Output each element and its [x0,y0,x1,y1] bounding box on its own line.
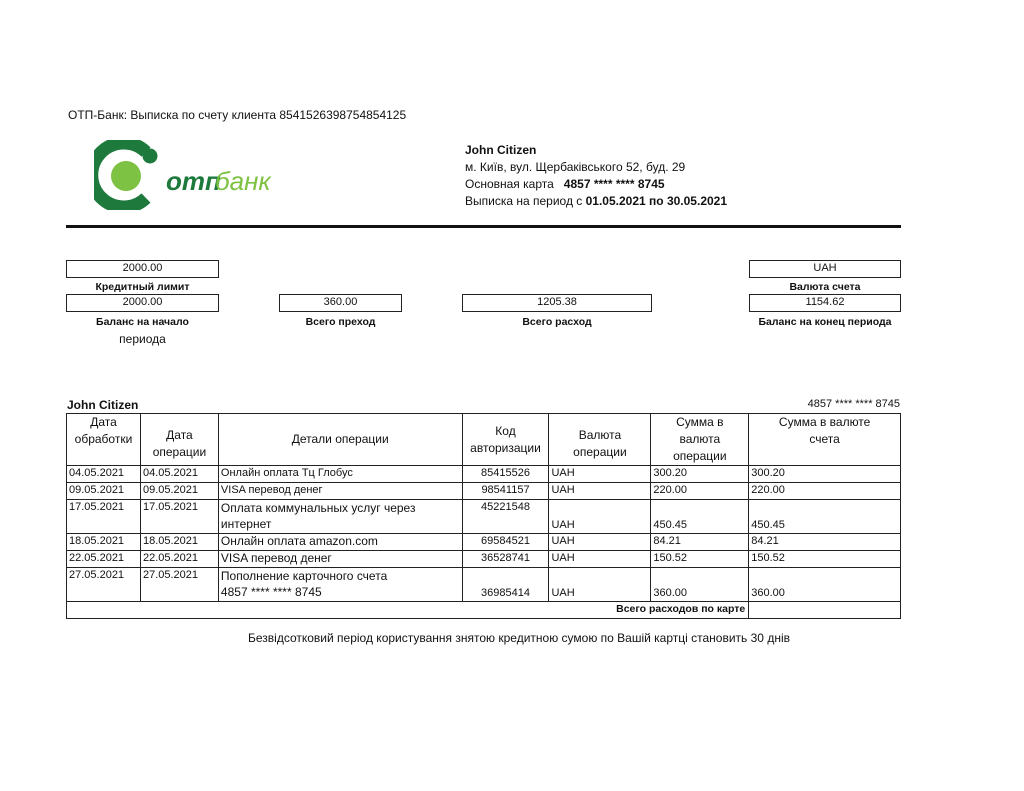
table-row [67,534,901,551]
credit-limit-value: 2000.00 [66,260,219,278]
header-amount-op-currency [651,414,749,466]
logo-inner-circle [111,161,141,191]
table-row [67,551,901,568]
cell-details [218,500,462,534]
header-operation-date [140,414,218,466]
cell-details [218,568,462,602]
cell-details: VISA перевод денег [218,551,462,568]
header-processing-date [67,414,141,466]
cell-amount-op: 150.52 [651,551,749,568]
cell-currency: UAH [549,483,651,500]
header-text: счета [809,432,840,446]
cell-amount-op: 360.00 [651,568,749,602]
cell-auth-code: 69584521 [462,534,549,551]
header-divider [66,225,901,228]
cell-currency: UAH [549,466,651,483]
total-expense-label: Всего расход [522,316,592,328]
header-text: валюта [679,432,721,446]
cell-processing-date: 04.05.2021 [67,466,141,483]
client-name: John Citizen [465,143,537,157]
header-text: операции [673,449,727,463]
total-income-value: 360.00 [279,294,402,312]
header-text: Дата [166,427,193,442]
header-op-currency [549,414,651,466]
table-row [67,568,901,602]
cell-details-line1: Оплата коммунальных услуг через [220,501,416,515]
period-line [465,193,727,210]
card-line [465,176,727,193]
cell-processing-date: 09.05.2021 [67,483,141,500]
account-currency-value: UAH [749,260,901,278]
cell-operation-date: 04.05.2021 [140,466,218,483]
card-number: 4857 **** **** 8745 [563,177,665,191]
total-income-label: Всего преход [305,316,376,328]
cell-operation-date: 27.05.2021 [140,568,218,602]
cell-amount-op: 450.45 [651,500,749,534]
cell-amount-op: 220.00 [651,483,749,500]
header-text: Дата [90,415,117,429]
table-owner-name: John Citizen [67,398,139,412]
header-auth-code [462,414,549,466]
otp-logo-icon [94,140,294,210]
cell-operation-date: 22.05.2021 [140,551,218,568]
table-row [67,483,901,500]
cell-operation-date: 17.05.2021 [140,500,218,534]
cell-amount-acc: 360.00 [749,568,901,602]
header-text: авторизации [470,440,541,455]
cell-processing-date: 17.05.2021 [67,500,141,534]
period-from: 01.05.2021 [585,194,646,208]
header-text: Сумма в [676,415,724,429]
cell-details: VISA перевод денег [218,483,462,500]
cell-processing-date: 27.05.2021 [67,568,141,602]
cell-processing-date: 18.05.2021 [67,534,141,551]
cell-amount-acc: 150.52 [749,551,901,568]
cell-amount-acc: 220.00 [749,483,901,500]
client-address: м. Київ, вул. Щербаківського 52, буд. 29 [465,160,686,174]
cell-auth-code: 36985414 [462,568,549,602]
total-expenses-value [749,602,901,619]
cell-amount-op: 84.21 [651,534,749,551]
header-text: Валюта [578,427,622,442]
closing-balance-value: 1154.62 [749,294,901,312]
table-row [67,500,901,534]
header-text: операции [573,444,627,459]
otp-bank-logo [94,140,294,210]
period-label: Выписка на период с [465,194,583,208]
table-total-row [67,602,901,619]
client-info [465,142,727,210]
cell-processing-date: 22.05.2021 [67,551,141,568]
credit-limit-label: Кредитный лимит [95,281,190,293]
cell-currency: UAH [549,551,651,568]
header-text: операции [152,444,207,459]
cell-auth-code: 36528741 [462,551,549,568]
card-label: Основная карта [465,177,554,191]
cell-operation-date: 09.05.2021 [140,483,218,500]
table-header-row [67,414,901,466]
opening-balance-value: 2000.00 [66,294,219,312]
cell-auth-code: 85415526 [462,466,549,483]
cell-amount-op: 300.20 [651,466,749,483]
header-text: Сумма в валюте [778,415,871,429]
header-text: Код [495,423,516,438]
document-title: ОТП-Банк: Выписка по счету клиента 8541526398754854125 [68,108,407,122]
closing-balance-label: Баланс на конец периода [758,316,892,328]
header-amount-acc-currency [749,414,901,466]
table-card-number: 4857 **** **** 8745 [807,398,900,410]
cell-details-line2: 4857 **** **** 8745 [220,585,322,599]
cell-operation-date: 18.05.2021 [140,534,218,551]
interest-free-period-note: Безвідсотковий період користування знятою кредитною сумою по Вашій картці становить 30 днів [248,631,790,645]
cell-amount-acc: 450.45 [749,500,901,534]
cell-amount-acc: 300.20 [749,466,901,483]
total-expenses-label: Всего расходов по карте [67,602,749,619]
cell-amount-acc: 84.21 [749,534,901,551]
opening-balance-label [66,315,219,346]
logo-dot [143,149,158,164]
cell-auth-code: 98541157 [462,483,549,500]
operations-table [66,413,901,619]
cell-details-line1: Пополнение карточного счета [220,569,388,583]
cell-details: Онлайн оплата Тц Глобус [218,466,462,483]
opening-balance-label-line1: Баланс на начало [96,316,189,328]
table-row [67,466,901,483]
cell-currency: UAH [549,500,651,534]
cell-currency: UAH [549,534,651,551]
period-to: 30.05.2021 [666,194,728,208]
cell-details-line2: интернет [220,517,272,531]
logo-text-bank: банк [215,166,271,196]
cell-details: Онлайн оплата amazon.com [218,534,462,551]
cell-currency: UAH [549,568,651,602]
header-text: обработки [74,432,133,446]
total-expense-value: 1205.38 [462,294,652,312]
logo-text-otp: отп [166,166,221,196]
account-currency-label: Валюта счета [789,281,861,293]
period-sep: по [649,194,664,208]
opening-balance-label-line2: периода [119,332,166,346]
cell-auth-code: 45221548 [462,500,549,534]
header-details: Детали операции [218,414,462,466]
